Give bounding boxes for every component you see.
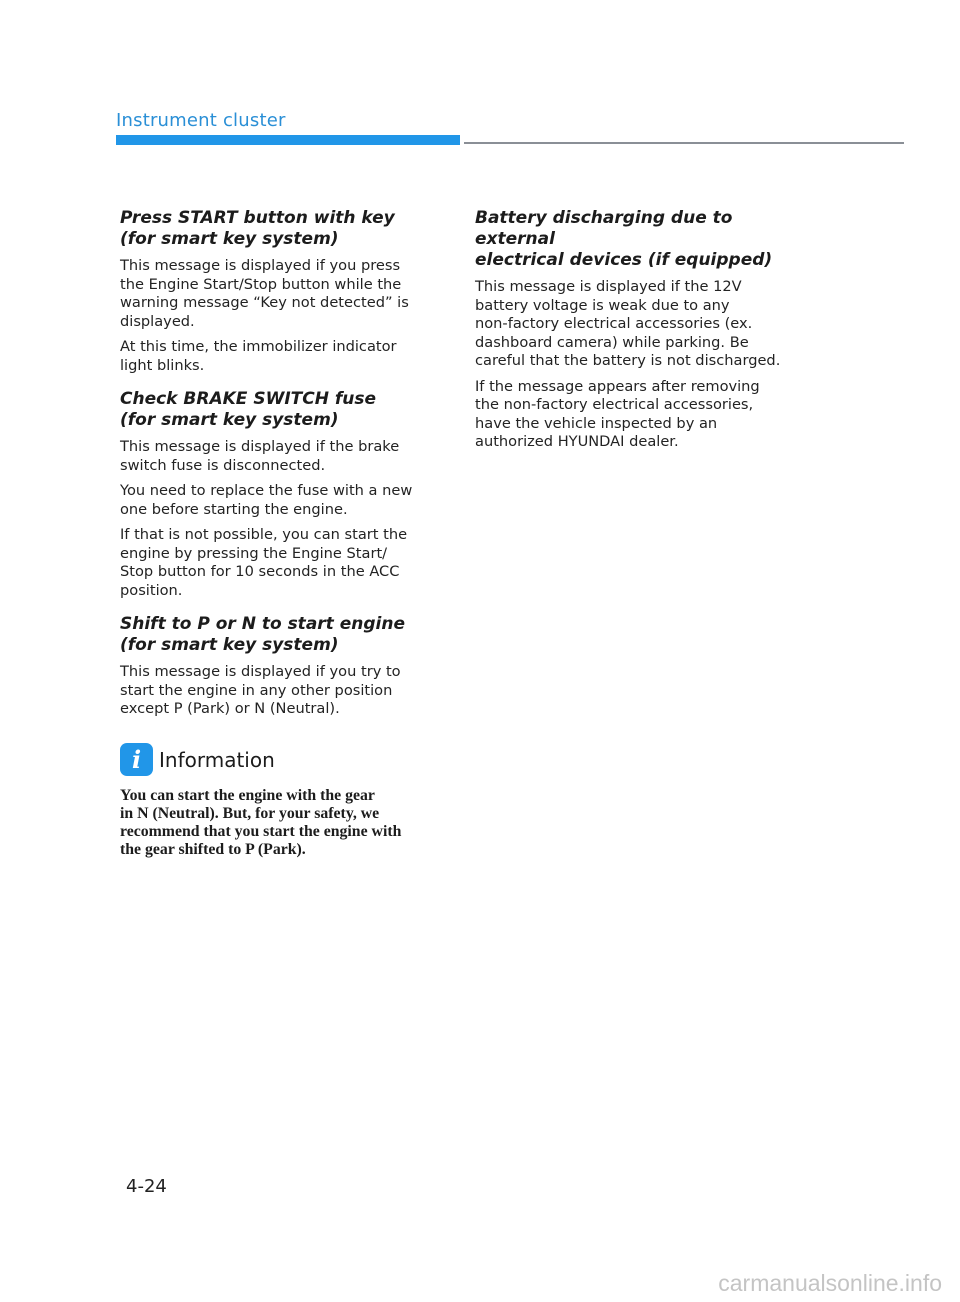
section-press-start xyxy=(120,208,438,375)
paragraph: This message is displayed if you try to start the engine in any other position except P (Park) or N (Neutral). xyxy=(120,663,401,717)
header-rule-blue xyxy=(116,135,460,145)
information-header xyxy=(120,743,438,777)
information-box xyxy=(120,743,438,859)
paragraph: This message is displayed if you press the Engine Start/Stop button while the warning message “Key not detected” is displayed. xyxy=(120,257,409,330)
section-check-brake-switch xyxy=(120,389,438,600)
right-column xyxy=(475,208,797,466)
paragraph: If that is not possible, you can start the engine by pressing the Engine Start/ Stop button for 10 seconds in the ACC position. xyxy=(120,526,408,599)
section-title: Instrument cluster xyxy=(116,110,286,131)
information-body: You can start the engine with the gear in N (Neutral). But, for your safety, we recommend that you start the engine with the gear shifted to P (Park). xyxy=(120,786,402,858)
paragraph: This message is displayed if the brake switch fuse is disconnected. xyxy=(120,438,400,474)
paragraph: At this time, the immobilizer indicator light blinks. xyxy=(120,338,397,374)
section-heading: Press START button with key (for smart key system) xyxy=(120,208,395,249)
section-heading: Battery discharging due to external electrical devices (if equipped) xyxy=(475,208,773,270)
information-title: Information xyxy=(159,747,275,772)
paragraph: You need to replace the fuse with a new one before starting the engine. xyxy=(120,482,413,518)
paragraph: If the message appears after removing the non-factory electrical accessories, have the vehicle inspected by an authorized HYUNDAI dealer. xyxy=(475,377,760,450)
section-battery-discharging xyxy=(475,208,797,452)
header-rule-gray xyxy=(464,142,904,144)
paragraph: This message is displayed if the 12V battery voltage is weak due to any non-factory electrical accessories (ex. dashboard camera) while parking. Be careful that the battery is not discharged. xyxy=(475,278,781,369)
section-shift-to-p-or-n xyxy=(120,614,438,719)
watermark: carmanualsonline.info xyxy=(718,1270,942,1296)
page-number: 4-24 xyxy=(126,1176,167,1197)
section-heading: Check BRAKE SWITCH fuse (for smart key system) xyxy=(120,389,377,430)
left-column xyxy=(120,208,438,859)
section-heading: Shift to P or N to start engine (for smart key system) xyxy=(120,614,405,655)
info-icon: i xyxy=(120,743,153,776)
